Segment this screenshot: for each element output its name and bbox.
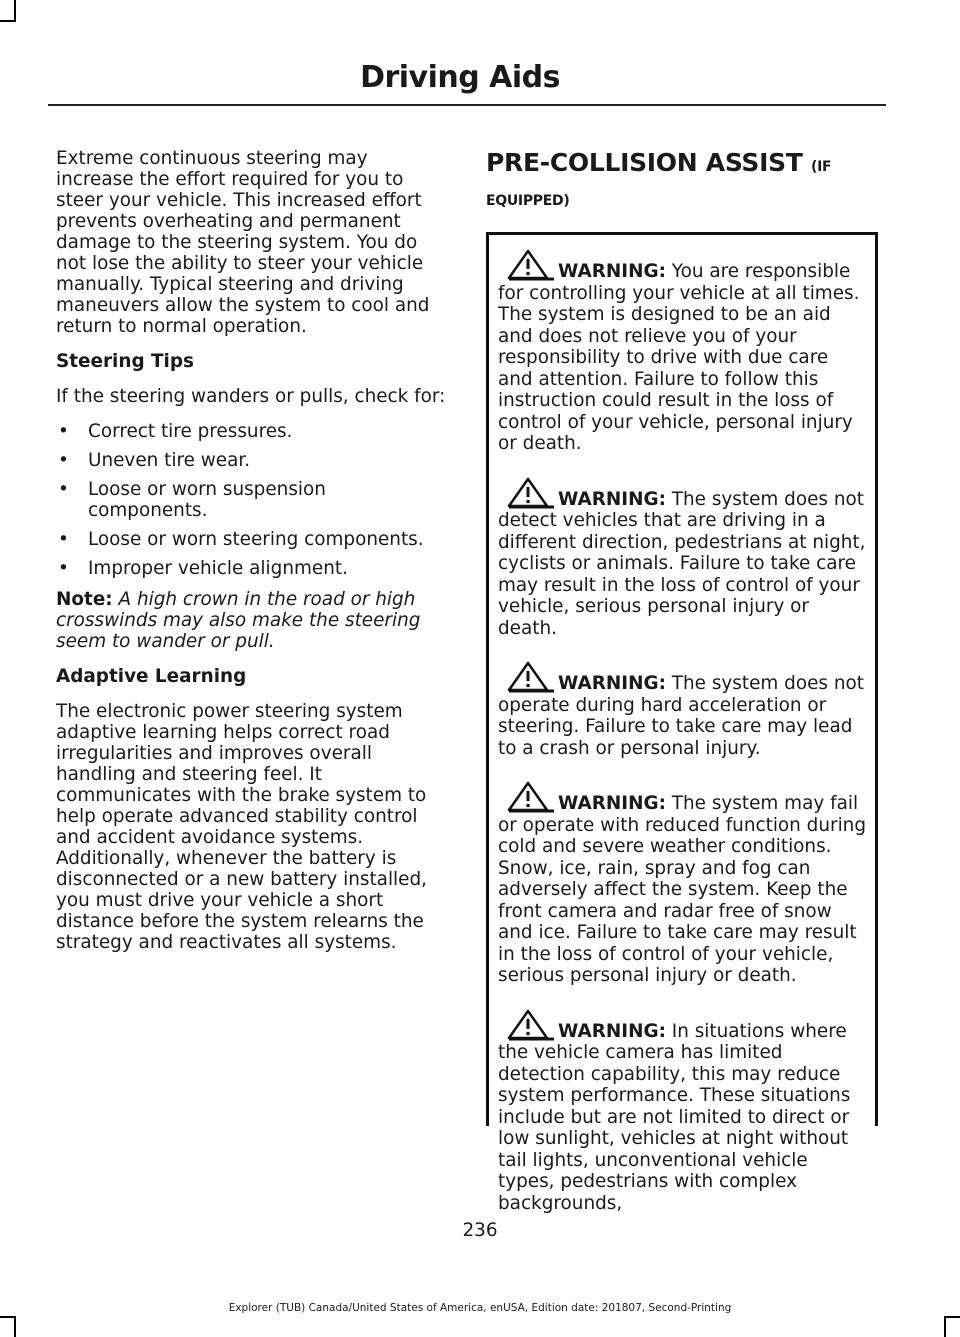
crop-mark	[944, 1316, 946, 1337]
warning-text: The system does not detect vehicles that are driving in a different direction, pedestrians at night, cyclists or animals. Failure to take care may result in the loss of control of your vehicle, serious personal injury or death.	[498, 488, 866, 639]
bullet-glyph: •	[58, 529, 69, 550]
section-title	[486, 148, 878, 216]
bullet-glyph: •	[58, 558, 69, 579]
crop-mark	[14, 1316, 16, 1337]
warning-text: In situations where the vehicle camera has limited detection capability, this may reduce system performance. These situations include but are not limited to direct or low sunlight, vehicles at night without tail lights, unconventional vehicle types, pedestrians with complex backgrounds,	[498, 1020, 851, 1214]
list-item-text: Loose or worn steering components.	[88, 529, 424, 550]
adaptive-learning-heading: Adaptive Learning	[56, 666, 247, 687]
list-item-text: Correct tire pressures.	[88, 421, 293, 442]
warning-triangle-icon	[506, 1009, 556, 1041]
crop-mark	[0, 20, 16, 22]
warning-text: The system does not operate during hard acceleration or steering. Failure to take care may lead to a crash or personal injury.	[498, 673, 864, 759]
warning-label: WARNING:	[558, 793, 666, 814]
header-divider	[48, 104, 886, 106]
steering-tips-intro: If the steering wanders or pulls, check for:	[56, 386, 446, 407]
warning-box	[486, 232, 878, 1214]
crop-mark	[0, 1316, 16, 1318]
list-item	[56, 479, 448, 521]
note-paragraph	[56, 589, 448, 652]
warning-label: WARNING:	[558, 1020, 666, 1042]
footer-edition-info: Explorer (TUB) Canada/United States of America, enUSA, Edition date: 201807, Second-Printing	[228, 1302, 732, 1314]
crop-mark	[944, 1316, 960, 1318]
list-item	[56, 558, 448, 579]
warning-label: WARNING:	[558, 261, 666, 282]
steering-tips-heading: Steering Tips	[56, 351, 194, 372]
list-item	[56, 421, 448, 442]
warning-item	[498, 661, 867, 759]
adaptive-learning-paragraph: The electronic power steering system adaptive learning helps correct road irregularities and improves overall handling and steering feel. It communicates with the brake system to help operate advanced stability control and accident avoidance systems. Additionally, whenever the battery is disconnected or a new battery installed, you must drive your vehicle a short distance before the system relearns the strategy and reactivates all systems.	[56, 701, 427, 953]
bullet-glyph: •	[58, 450, 69, 471]
warning-triangle-icon	[506, 661, 556, 693]
bullet-glyph: •	[58, 421, 69, 442]
section-title-suffix: (IF EQUIPPED)	[486, 159, 832, 209]
left-column	[56, 148, 448, 967]
warning-triangle-icon	[506, 781, 556, 813]
section-title-text: PRE-COLLISION ASSIST	[486, 148, 803, 177]
warning-text: The system may fail or operate with reduced function during cold and severe weather conditions. Snow, ice, rain, spray and fog can adversely affect the system. Keep the front camera and radar free of snow and ice. Failure to take care may result in the loss of control of your vehicle, serious personal injury or death.	[498, 793, 867, 986]
intro-paragraph: Extreme continuous steering may increase the effort required for you to steer your vehicle. This increased effort prevents overheating and permanent damage to the steering system. You do not lose the ability to steer your vehicle manually. Typical steering and driving maneuvers allow the system to cool and return to normal operation.	[56, 148, 430, 337]
bullet-glyph: •	[58, 479, 69, 500]
list-item-text: Loose or worn suspension components.	[88, 479, 326, 521]
list-item	[56, 450, 448, 471]
page-header-title: Driving Aids	[360, 60, 560, 95]
warning-triangle-icon	[506, 477, 556, 509]
note-label: Note:	[56, 589, 113, 610]
warning-item	[498, 249, 867, 455]
list-item	[56, 529, 448, 550]
warning-text: You are responsible for controlling your vehicle at all times. The system is designed to be an aid and does not relieve you of your responsibility to drive with due care and attention. Failure to follow this instruction could result in the loss of control of your vehicle, personal injury or death.	[498, 261, 860, 454]
right-column	[486, 148, 878, 216]
warning-item	[498, 1009, 867, 1215]
steering-tips-list	[56, 421, 448, 579]
note-text: A high crown in the road or high crosswinds may also make the steering seem to wander or pull.	[56, 589, 421, 652]
warning-item	[498, 477, 867, 640]
warning-item	[498, 781, 867, 987]
list-item-text: Improper vehicle alignment.	[88, 558, 348, 579]
warning-triangle-icon	[506, 249, 556, 281]
warning-label: WARNING:	[558, 488, 666, 510]
list-item-text: Uneven tire wear.	[88, 450, 251, 471]
warning-label: WARNING:	[558, 673, 666, 694]
page-number: 236	[462, 1220, 498, 1241]
crop-mark	[14, 0, 16, 20]
